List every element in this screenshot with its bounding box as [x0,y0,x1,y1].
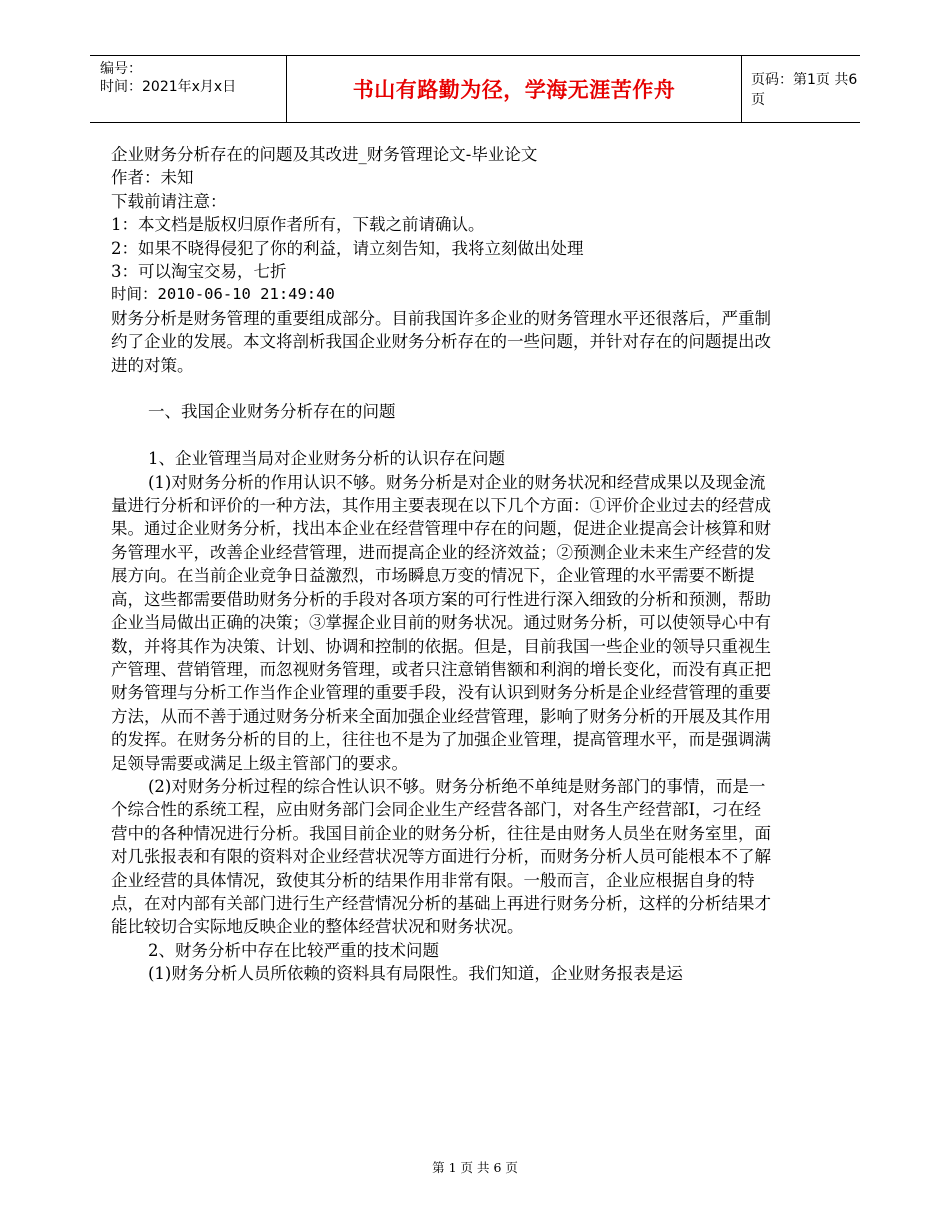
page-header [90,55,860,123]
subsection-2-heading: 2、财务分析中存在比较严重的技术问题 [148,940,439,960]
spacer [111,377,771,400]
document-body [111,143,771,986]
spacer [111,424,771,447]
page-footer: 第 1 页 共 6 页 [432,1160,518,1175]
notice-item-3: 3：可以淘宝交易，七折 [111,262,287,282]
section-1-heading: 一、我国企业财务分析存在的问题 [148,402,396,422]
header-left-cell [90,56,286,122]
header-page-label: 页码：第1页 共6页 [751,72,858,108]
notice-item-1: 1：本文档是版权归原作者所有，下载之前请确认。 [111,215,485,235]
header-page-cell [741,56,870,122]
author-line: 作者：未知 [111,168,194,188]
header-motto: 书山有路勤为径，学海无涯苦作舟 [352,78,676,102]
notice-heading: 下载前请注意： [111,191,227,211]
subsection-1-heading: 1、企业管理当局对企业财务分析的认识存在问题 [148,449,505,469]
header-motto-cell [286,56,742,122]
intro-paragraph: 财务分析是财务管理的重要组成部分。目前我国许多企业的财务管理水平还很落后，严重制约了企业的发展。本文将剖析我国企业财务分析存在的一些问题，并针对存在的问题提出改进的对策。 [111,308,771,375]
paragraph-2: (2)对财务分析过程的综合性认识不够。财务分析绝不单纯是财务部门的事情，而是一个综合性的系统工程，应由财务部门会同企业生产经营各部门，对各生产经营部I，刁在经营中的各种情况进行分析。我国目前企业的财务分析，往往是由财务人员坐在财务室里，面对几张报表和有限的资料对企业经营状况等方面进行分析，而财务分析人员可能根本不了解企业经营的具体情况，致使其分析的结果作用非常有限。一般而言，企业应根据自身的特点，在对内部有关部门进行生产经营情况分析的基础上再进行财务分析，这样的分析结果才能比较切合实际地反映企业的整体经营状况和财务状况。 [111,776,771,937]
paragraph-1: (1)对财务分析的作用认识不够。财务分析是对企业的财务状况和经营成果以及现金流量进行分析和评价的一种方法，其作用主要表现在以下几个方面：①评价企业过去的经营成果。通过企业财务分析，找出本企业在经营管理中存在的问题，促进企业提高会计核算和财务管理水平，改善企业经营管理，进而提高企业的经济效益；②预测企业未来生产经营的发展方向。在当前企业竞争日益激烈，市场瞬息万变的情况下，企业管理的水平需要不断提高，这些都需要借助财务分析的手段对各项方案的可行性进行深入细致的分析和预测，帮助企业当局做出正确的决策；③掌握企业目前的财务状况。通过财务分析，可以使领导心中有数，并将其作为决策、计划、协调和控制的依据。但是，目前我国一些企业的领导只重视生产管理、营销管理，而忽视财务管理，或者只注意销售额和利润的增长变化，而没有真正把财务管理与分析工作当作企业管理的重要手段，没有认识到财务分析是企业经营管理的重要方法，从而不善于通过财务分析来全面加强企业经营管理，影响了财务分析的开展及其作用的发挥。在财务分析的目的上，往往也不是为了加强企业管理，提高管理水平，而是强调满足领导需要或满足上级主管部门的要求。 [111,472,771,773]
document-title: 企业财务分析存在的问题及其改进_财务管理论文-毕业论文 [111,145,538,164]
paragraph-3: (1)财务分析人员所依赖的资料具有局限性。我们知道，企业财务报表是运 [148,964,683,984]
document-time-label: 时间：2021年x月x日 [100,79,237,95]
notice-time: 时间：2010-06-10 21:49:40 [111,285,335,304]
document-number-label: 编号： [100,61,142,77]
notice-item-2: 2：如果不晓得侵犯了你的利益，请立刻告知，我将立刻做出处理 [111,238,584,258]
